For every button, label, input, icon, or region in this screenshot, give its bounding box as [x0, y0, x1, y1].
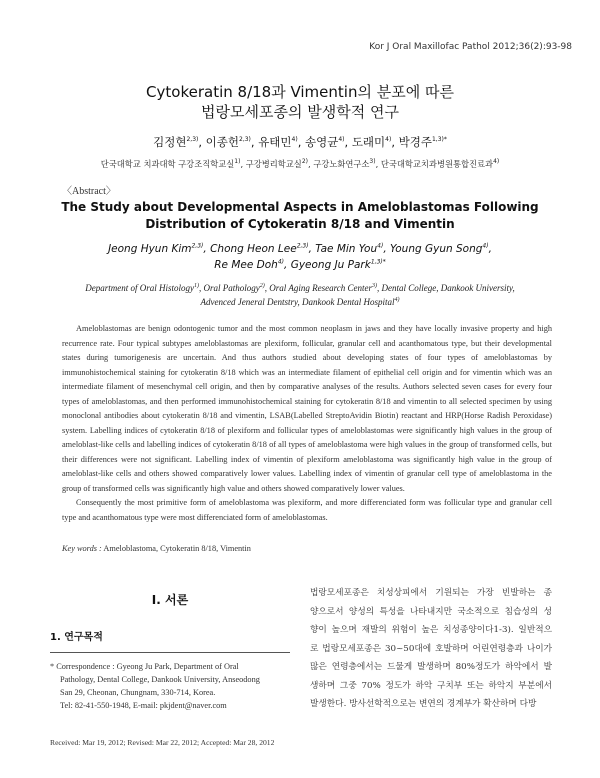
english-title	[0, 199, 600, 233]
affiliation-kr-name: 구강노화연구소	[313, 159, 370, 169]
author-en-superscript: 4)	[482, 242, 489, 250]
affiliation-en-name: Department of Oral Histology	[85, 283, 194, 293]
keywords	[62, 544, 552, 553]
correspondence-line: San 29, Cheonan, Chungnam, 330-714, Korea.	[60, 688, 216, 697]
english-authors-line: Re Mee Doh$^{4)}$, Gyeong Ju Park$^{1,3)*}$	[214, 258, 386, 271]
author-en-superscript: 2,3)	[191, 242, 204, 250]
abstract-paragraph: Consequently the most primitive form of ameloblastoma was plexiform, and more differenciated form was follicular type and granular cell type and acanthomatous type were most differenciated form of ameloblastomas.	[62, 498, 552, 522]
body-text-korean	[310, 584, 552, 714]
abstract-label: 〈Abstract〉	[62, 186, 116, 197]
affiliation-en-superscript: 2)	[259, 283, 265, 289]
author-kr-name: 김정현	[153, 135, 187, 149]
body-line: 발생한다. 방사선학적으로는 변연의 경계부가 확산하며 다방	[310, 699, 537, 709]
english-authors	[0, 241, 600, 273]
correspondence-footnote	[50, 660, 295, 712]
author-en-name: Young Gyun Song	[390, 243, 483, 255]
author-en-name: Re Mee Doh	[214, 259, 278, 271]
author-en-superscript: 4)	[277, 258, 284, 266]
affiliation-en-superscript: 1)	[194, 283, 199, 289]
affiliation-kr-superscript: 2)	[301, 158, 308, 166]
body-line: 생하며 그중 70% 정도가 하악 구치부 또는 하악지 부분에서	[310, 680, 552, 691]
abstract-body	[62, 322, 552, 525]
subsection-heading: 1. 연구목적	[50, 632, 103, 643]
body-line: 향이 높으며 재발의 위험이 높은 치성종양이다1-3). 일반적으	[310, 625, 552, 635]
body-line: 양으로서 양성의 특성을 나타내지만 국소적으로 침습성의 성	[310, 606, 552, 617]
author-en-superscript: 1,3)*	[370, 258, 386, 266]
author-kr-superscript: 4)	[291, 136, 298, 144]
correspondence-line: * Correspondence : Gyeong Ju Park, Department of Oral	[50, 662, 239, 671]
affiliation-kr-superscript: 3)	[369, 158, 376, 166]
english-title-line: The Study about Developmental Aspects in Ameloblastomas Following	[61, 200, 539, 214]
author-en-name: Tae Min You	[315, 243, 378, 255]
author-kr-name: 박경주	[398, 135, 432, 149]
author-kr-superscript: 4)	[385, 136, 392, 144]
author-en-name: Jeong Hyun Kim	[108, 243, 192, 255]
korean-authors: 김정현$^{2,3)}$, 이종헌$^{2,3)}$, 유태민$^{4)}$, 송영균$^{4)}$, 도래미$^{4)}$, 박경주$^{1,3)*}$	[153, 135, 447, 149]
author-kr-name: 유태민	[258, 135, 292, 149]
affiliation-en-name: Advenced Jeneral Dentstry, Dankook Dental Hospital	[200, 297, 395, 307]
author-en-name: Gyeong Ju Park	[290, 259, 371, 271]
keywords-label: Key words :	[62, 544, 102, 553]
affiliation-kr-name: 구강병리학교실	[245, 159, 302, 169]
english-title-line: Distribution of Cytokeratin 8/18 and Vimentin	[145, 217, 455, 231]
english-affiliations	[0, 281, 600, 309]
author-kr-superscript: 2,3)	[186, 136, 199, 144]
body-line: 많은 연령층에서는 드물게 발생하며 80%정도가 하악에서 발	[310, 662, 552, 672]
author-kr-name: 이종헌	[205, 135, 239, 149]
submission-dates: Received: Mar 19, 2012; Revised: Mar 22, 2012; Accepted: Mar 28, 2012	[50, 738, 275, 747]
journal-citation: Kor J Oral Maxillofac Pathol 2012;36(2):93-98	[369, 42, 572, 52]
affiliation-en-name: Oral Aging Research Center	[269, 283, 372, 293]
correspondence-line: Pathology, Dental College, Dankook University, Anseodong	[60, 675, 260, 684]
english-affiliations-line	[0, 295, 600, 309]
korean-title-line: Cytokeratin 8/18과 Vimentin의 분포에 따른	[146, 83, 454, 101]
author-en-name: Chong Heon Lee	[210, 243, 297, 255]
body-line: 로 법랑모세포종은 30~50대에 호발하며 어린연령층과 나이가	[310, 643, 552, 654]
korean-title	[0, 82, 600, 122]
affiliation-en-superscript: 3)	[372, 283, 377, 289]
section-heading: Ⅰ. 서론	[151, 593, 189, 607]
footnote-divider	[50, 652, 290, 653]
english-affiliations-line: Department of Oral Histology$^{1)}$, Oral Pathology$^{2)}$, Oral Aging Research Center$^{3)}$, Dental College, Dankook University,	[85, 283, 515, 293]
body-line: 법랑모세포종은 치성상피에서 기원되는 가장 빈발하는 종	[310, 588, 552, 598]
author-kr-name: 도래미	[351, 135, 386, 149]
affiliation-kr-superscript: 1)	[234, 158, 241, 166]
affiliation-en-name: Dental College, Dankook University,	[381, 283, 515, 293]
korean-title-line: 법랑모세포종의 발생학적 연구	[201, 103, 399, 121]
correspondence-line: Tel: 82-41-550-1948, E-mail: pkjdent@naver.com	[60, 701, 227, 710]
abstract-paragraph: Ameloblastomas are benign odontogenic tumor and the most common neoplasm in jaws and they have locally invasive property and high recurrence rate. Four typical subtypes ameloblastomas are plexiform, follicular, granular cell and acanthomatous type, but their developmental states during tumorigenesis are uncertain. And thus authors studied about developing states of four types of ameloblastomas by immunohistochemical staining for cytokeratin 8/18 which was an intermediate filament of epithelial cell origin and for vimentin which was an intermediate filament of mesenchymal cell origin, and then by comparative analyses of the results. Authors selected seven cases for every four types of ameloblastomas, and then performed immunohistochemical staining for cytokeratin 8/18 and vimentin to all selected specimen by using monoclonal antibodies about cytokeratin 8/18 and vimentin, LSAB(Labelled StreptoAvidin Biotin) reactant and HRP(Horse Radish Peroxidase) system. Labelling indices of cytokeratin 8/18 of plexiform and follicular types of ameloblastomas were significantly high values in the group of ameloblast-like cells and labelling indices of cytokeratin 8/18 of all types of ameloblastoma were high values in the group of transformed cells, but their differences were not significant. Labelling index of vimentin of plexiform ameloblastoma was significantly high value in the group of ameloblast-like cells and others showed comparatively lower values. Labelling index of vimentin of granular cell type of ameloblastoma in the group of transformed cells was significantly high value and others showed comparatively lower values.	[62, 324, 552, 493]
affiliation-en-name: Oral Pathology	[203, 283, 260, 293]
affiliation-kr-superscript: 4)	[493, 158, 500, 166]
author-kr-superscript: 4)	[338, 136, 345, 144]
author-kr-superscript: 2,3)	[239, 136, 251, 144]
affiliation-kr-name: 단국대학교 치과대학 구강조직학교실	[100, 159, 235, 169]
author-en-superscript: 2,3)	[296, 242, 309, 250]
author-en-superscript: 4)	[377, 242, 384, 250]
author-kr-name: 송영균	[305, 135, 339, 149]
keywords-value: Ameloblastoma, Cytokeratin 8/18, Vimentin	[103, 544, 251, 553]
affiliation-kr-name: 단국대학교치과병원통합진료과	[380, 159, 494, 169]
english-authors-line: Jeong Hyun Kim$^{2,3)}$, Chong Heon Lee$^{2,3)}$, Tae Min You$^{4)}$, Young Gyun Song$^{4)}$,	[108, 242, 492, 255]
affiliation-en-superscript: 4)	[394, 297, 400, 303]
korean-affiliations: 단국대학교 치과대학 구강조직학교실$^{1)}$, 구강병리학교실$^{2)}$, 구강노화연구소$^{3)}$, 단국대학교치과병원통합진료과$^{4)}$	[100, 158, 500, 169]
author-kr-superscript: 1,3)*	[431, 136, 447, 144]
